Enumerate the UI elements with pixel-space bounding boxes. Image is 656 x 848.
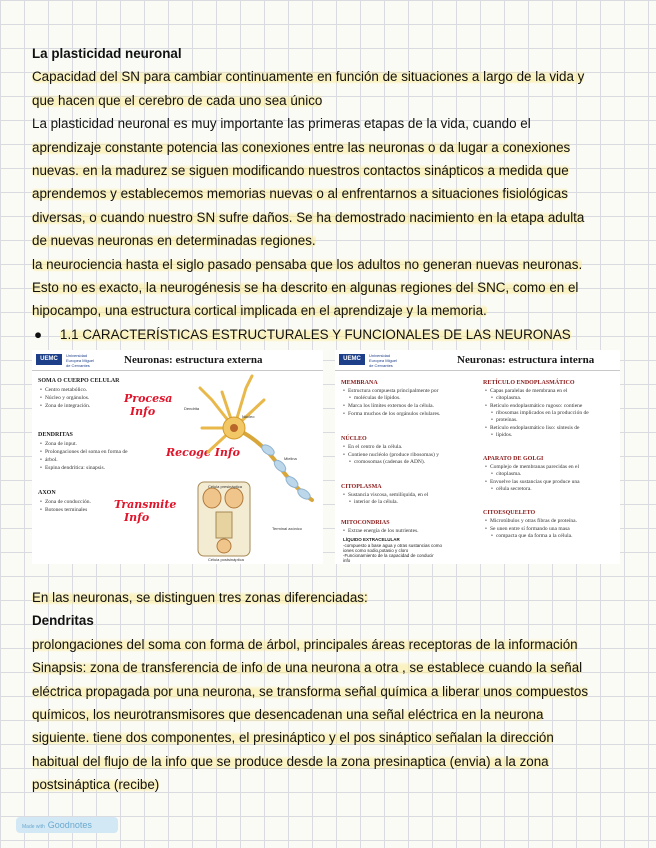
list-item: • Complejo de membranas parecidas en el: [485, 464, 579, 471]
highlighted-text: eléctrica propagada por una neurona, se transforma señal química a liberar unos compuestos: [32, 683, 589, 699]
university-name: Universidad Europea Miguel de Cervantes: [66, 353, 95, 368]
university-logo: UEMC: [339, 354, 365, 365]
highlighted-text: 1.1 CARACTERÍSTICAS ESTRUCTURALES Y FUNCIONALES DE LAS NEURONAS: [60, 326, 571, 342]
slide-external-structure: [32, 350, 323, 564]
text-line: [32, 159, 632, 182]
list-item: • Retículo endoplasmático liso: síntesis de: [485, 425, 579, 432]
diagram-label: Terminal axónico: [272, 526, 303, 531]
text-line: [32, 633, 632, 656]
section-title: MITOCONDRIAS: [341, 520, 390, 526]
list-item-cont: • ribosomas implicados en la producción de: [491, 410, 589, 417]
diagram-label: Mielina: [284, 456, 297, 461]
list-item: • árbol.: [40, 457, 58, 464]
highlighted-text: habitual del flujo de la info que se produce desde la zona presinaptica (envia) a la zona: [32, 753, 549, 769]
section-title: SOMA O CUERPO CELULAR: [38, 378, 120, 384]
slide-title: Neuronas: estructura externa: [124, 354, 263, 366]
handwritten-note: Recoge Info: [166, 446, 240, 459]
highlighted-text: siguiente. tiene dos componentes, el presináptico y el pos sináptico señalan la dirección: [32, 730, 554, 746]
page-title: La plasticidad neuronal: [32, 46, 182, 61]
list-item: • Contiene nucléolo (produce ribosomas) y: [343, 452, 439, 459]
text-line: [32, 299, 632, 322]
section-title: MEMBRANA: [341, 380, 378, 386]
highlighted-text: nuevas. en la madurez se siguen modificando nuestros contactos sinápticos a medida que: [32, 163, 569, 179]
list-item: • Sustancia viscosa, semilíquida, en el: [343, 492, 428, 499]
section-title: DENDRITAS: [38, 432, 73, 438]
slides-area: [32, 350, 620, 564]
list-item-cont: • cromosomas (cadenas de ADN).: [349, 459, 425, 466]
highlighted-text: postsináptica (recibe): [32, 777, 160, 793]
list-item: • Estructura compuesta principalmente por: [343, 388, 439, 395]
text-line: [32, 229, 632, 252]
list-item: • Extrae energía de los nutrientes.: [343, 528, 419, 535]
text-line: [32, 65, 632, 88]
handwritten-note: -Funcionamiento de la capacidad de conducir: [343, 553, 434, 558]
neuron-diagram: [172, 370, 323, 564]
goodnotes-watermark: [16, 817, 118, 833]
list-item-cont: • proteínas.: [491, 417, 517, 424]
text-line: [32, 276, 632, 299]
highlighted-text: hipocampo, una estructura cortical implicada en el aprendizaje y la memoria.: [32, 303, 487, 319]
notes-page: [32, 42, 632, 346]
handwritten-note: -compuesto a base agua y otras sustancias como: [343, 543, 443, 548]
watermark-prefix: Made with: [22, 824, 45, 830]
list-item-cont: • citoplasma.: [491, 395, 521, 402]
diagram-label: Dendrita: [184, 406, 200, 411]
watermark-brand: Goodnotes: [47, 820, 92, 830]
text-line: [32, 586, 632, 609]
highlighted-text: Sinapsis: zona de transferencia de info de una neurona a otra , se establece cuando la señal: [32, 660, 583, 676]
list-item: • Retículo endoplasmático rugoso: contiene: [485, 403, 582, 410]
handwritten-line: Info: [130, 405, 156, 418]
handwritten-note: [124, 392, 172, 418]
list-item: • Forma muchos de los orgánulos celulares.: [343, 411, 440, 418]
slide-title: Neuronas: estructura interna: [457, 354, 595, 366]
highlighted-text: prolongaciones del soma con forma de árbol, principales áreas receptoras de la información: [32, 636, 578, 652]
list-item-cont: • célula secretora.: [491, 486, 532, 493]
list-item: • Botones terminales: [40, 507, 87, 514]
list-item-cont: • citoplasma.: [491, 471, 521, 478]
list-item: • Envuelve las sustancias que produce una: [485, 479, 580, 486]
slide-header: [32, 350, 323, 371]
highlighted-text: aprendemos y establecemos memorias nuevas o al enfrentarnos a situaciones fisiológicas: [32, 186, 568, 202]
highlighted-text: Esto no es exacto, la neurogénesis se ha descrito en algunas regiones del SNC, como en el: [32, 280, 579, 296]
list-item: • Núcleo y orgánulos.: [40, 395, 89, 402]
list-item-cont: • interior de la célula.: [349, 499, 398, 506]
text-line: [32, 136, 632, 159]
section-title: AXON: [38, 490, 56, 496]
handwritten-line: Info: [124, 511, 150, 524]
text-line: [32, 726, 632, 749]
notes-page-lower: [32, 586, 632, 797]
section-title: CITOPLASMA: [341, 484, 382, 490]
text-line: [32, 206, 632, 229]
diagram-label: Célula postsináptica: [208, 557, 244, 562]
bullet: ●: [34, 326, 43, 342]
university-name: Universidad Europea Miguel de Cervantes: [369, 353, 398, 368]
handwritten-note: info: [343, 558, 351, 563]
text-line: [32, 773, 632, 796]
text-line: [32, 656, 632, 679]
highlighted-text: aprendizaje constante potencia las conexiones entre las neuronas o da lugar a conexiones: [32, 139, 571, 155]
list-item-cont: • moléculas de lípidos.: [349, 395, 401, 402]
highlighted-text: la neurociencia hasta el siglo pasado pensaba que los adultos no generan nuevas neuronas.: [32, 256, 583, 272]
list-item: • Marca los límites externos de la célula.: [343, 403, 434, 410]
university-logo: UEMC: [36, 354, 62, 365]
list-item: • En el centro de la célula.: [343, 444, 402, 451]
handwritten-note: iones como sodio,potasio y cloro: [343, 548, 409, 553]
list-item: • Se unen entre sí formando una masa: [485, 526, 570, 533]
diagram-label: Núcleo: [242, 414, 255, 419]
list-item: • Zona de integración.: [40, 403, 90, 410]
slide-header: [335, 350, 620, 371]
diagram-label: Célula presináptica: [208, 484, 243, 489]
list-item-cont: • lípidos.: [491, 432, 512, 439]
list-item-cont: • compacta que da forma a la célula.: [491, 533, 572, 540]
handwritten-section-title: LÍQUIDO EXTRACELULAR: [343, 537, 400, 542]
highlighted-text: químicos, los neurotransmisores que desencadenan una señal eléctrica en la neurona: [32, 707, 544, 723]
highlighted-text: diversas, o cuando nuestro SN sufre daños. Se ha demostrado nacimiento en la etapa adulta: [32, 209, 585, 225]
section-title: APARATO DE GOLGI: [483, 456, 544, 462]
section-heading: [32, 323, 632, 346]
handwritten-note: [114, 498, 176, 524]
highlighted-text: En las neuronas, se distinguen tres zonas diferenciadas:: [32, 590, 368, 605]
highlighted-text: Capacidad del SN para cambiar continuamente en función de situaciones a largo de la vida y: [32, 69, 585, 85]
section-title: RETÍCULO ENDOPLASMÁTICO: [483, 380, 575, 386]
handwritten-line: Transmite: [114, 498, 177, 511]
list-item: • Capas paralelas de membrana en el: [485, 388, 567, 395]
text-line: [32, 680, 632, 703]
list-item: • Centro metabólico.: [40, 387, 87, 394]
list-item: • Zona de conducción.: [40, 499, 91, 506]
text-line: [32, 253, 632, 276]
highlighted-text: de nuevas neuronas en determinadas regiones.: [32, 233, 316, 249]
slide-internal-structure: [335, 350, 620, 564]
section-title: NÚCLEO: [341, 436, 367, 442]
list-item: • Espina dendrítica: sinapsis.: [40, 465, 105, 472]
text-line: [32, 750, 632, 773]
highlighted-text: que hacen que el cerebro de cada uno sea único: [32, 92, 323, 108]
text-line: La plasticidad neuronal es muy importante las primeras etapas de la vida, cuando el: [32, 116, 531, 132]
text-line: [32, 89, 632, 112]
text-line: [32, 182, 632, 205]
subtitle: Dendritas: [32, 613, 94, 629]
list-item: • Zona de input.: [40, 441, 77, 448]
text-line: [32, 703, 632, 726]
list-item: • Microtúbulos y otras fibras de proteína.: [485, 518, 577, 525]
handwritten-line: Procesa: [124, 392, 173, 405]
list-item: • Prolongaciones del soma en forma de: [40, 449, 128, 456]
section-title: CITOESQUELETO: [483, 510, 536, 516]
